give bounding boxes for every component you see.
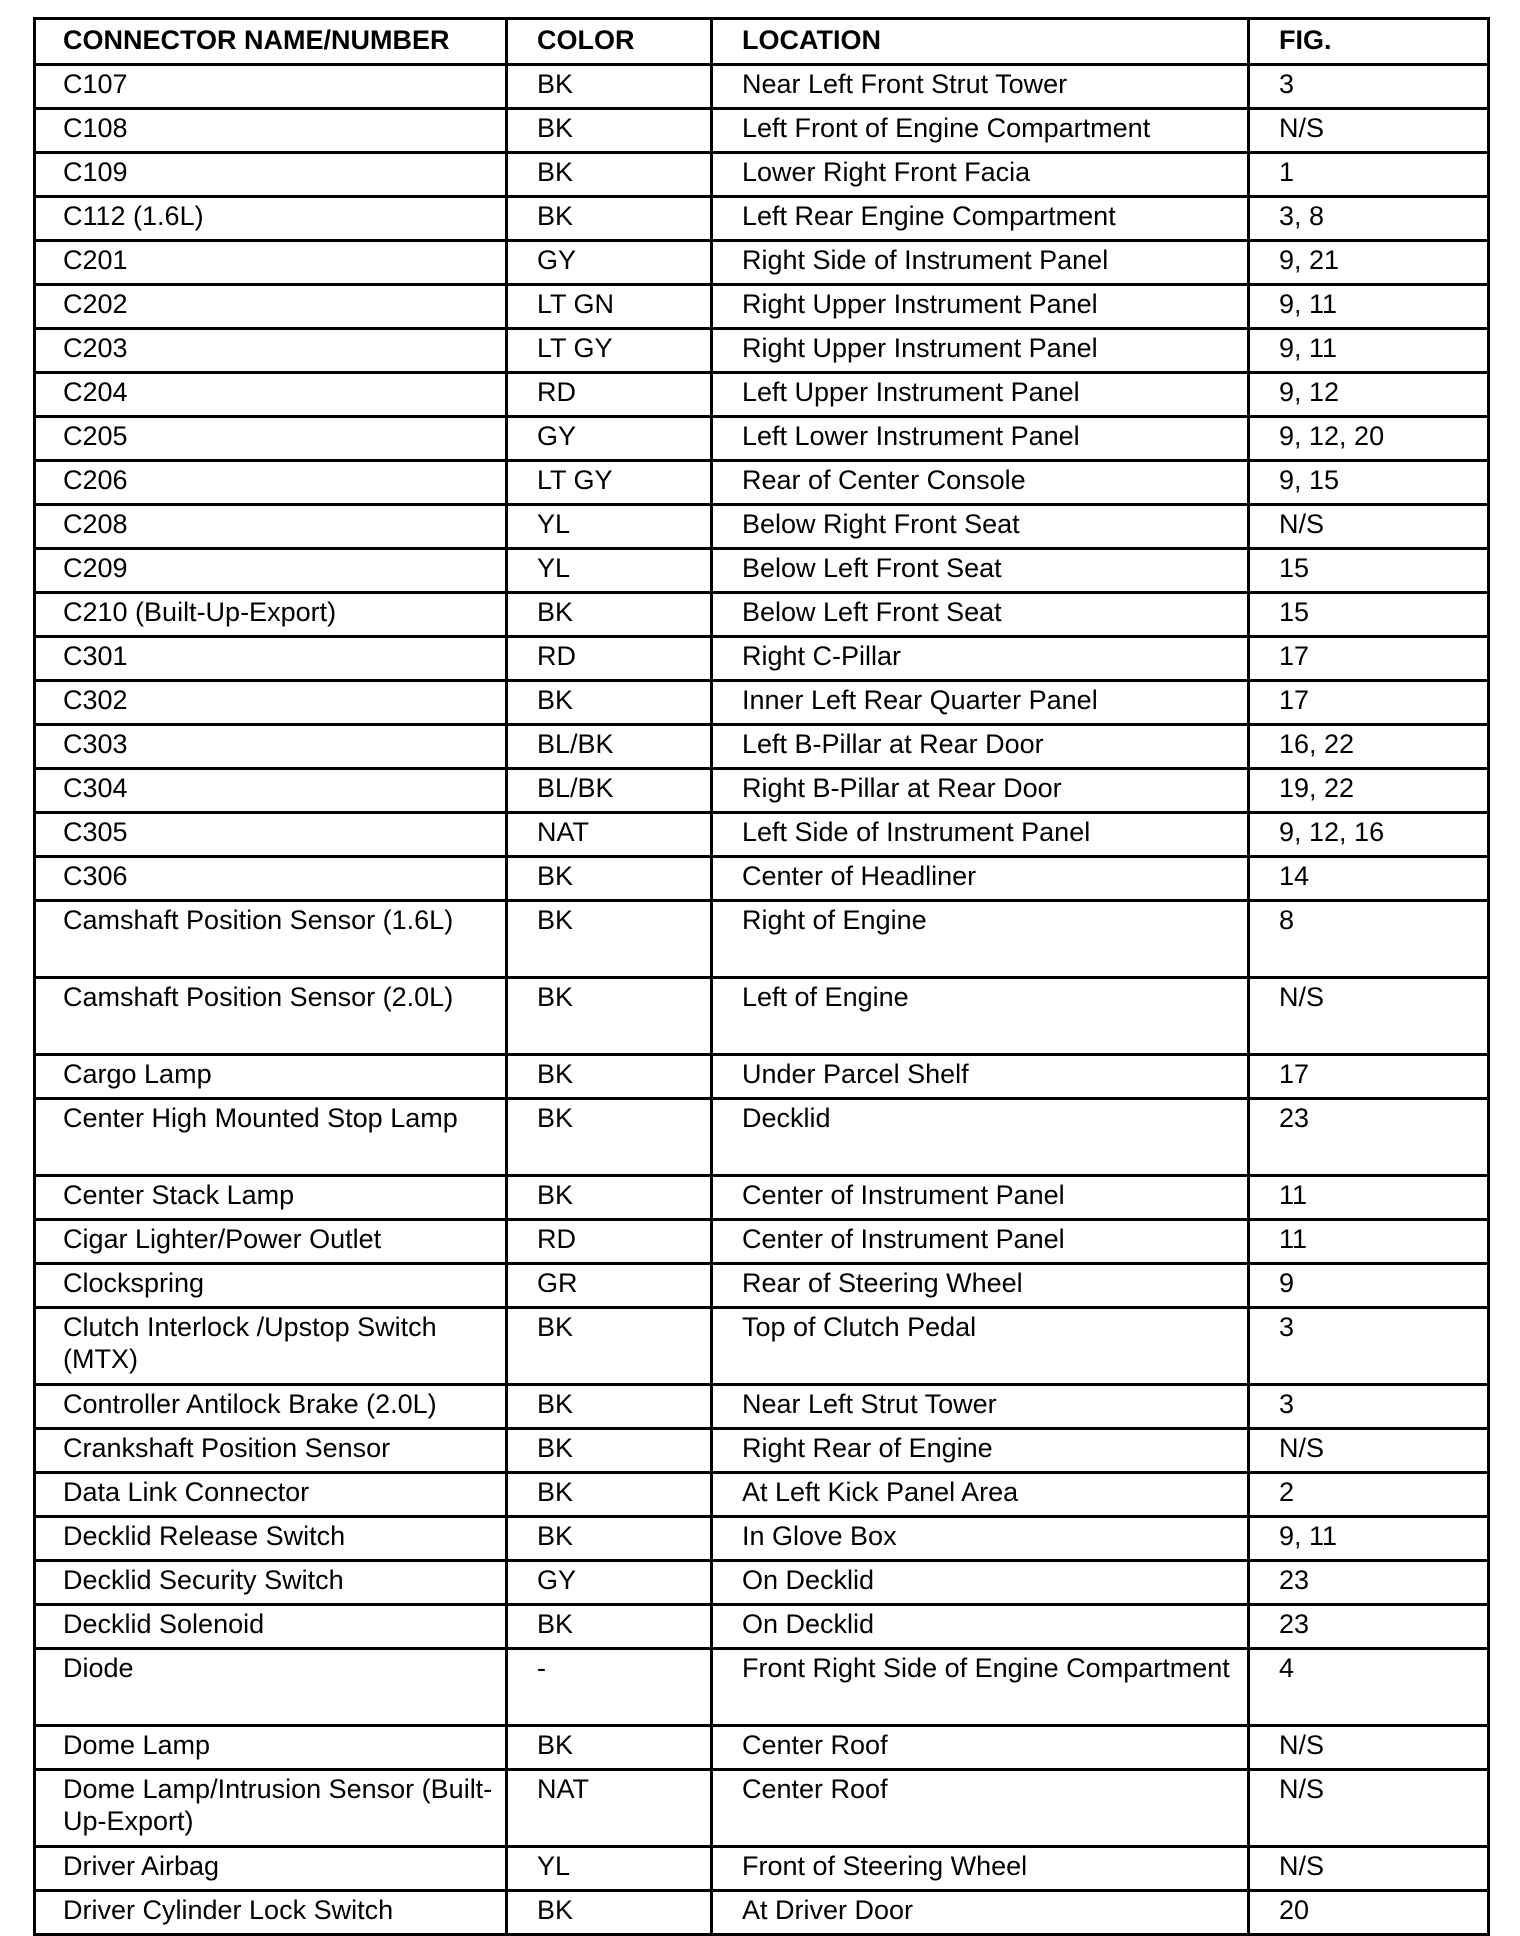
cell-connector-name: C112 (1.6L) (35, 197, 507, 241)
cell-color: NAT (507, 1770, 712, 1847)
cell-color: BL/BK (507, 725, 712, 769)
cell-fig: 9, 21 (1249, 241, 1489, 285)
cell-connector-name: C203 (35, 329, 507, 373)
cell-location: Decklid (712, 1099, 1249, 1176)
cell-fig: 9, 12, 20 (1249, 417, 1489, 461)
table-row (35, 725, 1489, 769)
cell-location: Right C-Pillar (712, 637, 1249, 681)
cell-location: Left Upper Instrument Panel (712, 373, 1249, 417)
cell-color: BK (507, 65, 712, 109)
cell-location: Rear of Steering Wheel (712, 1264, 1249, 1308)
cell-connector-name: C208 (35, 505, 507, 549)
cell-fig: N/S (1249, 1770, 1489, 1847)
cell-location: Top of Clutch Pedal (712, 1308, 1249, 1385)
cell-fig: 3 (1249, 1308, 1489, 1385)
cell-location: Left B-Pillar at Rear Door (712, 725, 1249, 769)
cell-color: RD (507, 373, 712, 417)
table-row (35, 1517, 1489, 1561)
table-row (35, 505, 1489, 549)
cell-color: BK (507, 1308, 712, 1385)
cell-color: BK (507, 1176, 712, 1220)
cell-connector-name: Controller Antilock Brake (2.0L) (35, 1385, 507, 1429)
cell-connector-name: Clutch Interlock /Upstop Switch (MTX) (35, 1308, 507, 1385)
table-header-row (35, 19, 1489, 65)
table-body (35, 65, 1489, 1935)
cell-fig: 17 (1249, 681, 1489, 725)
cell-location: Center of Headliner (712, 857, 1249, 901)
cell-color: BK (507, 1891, 712, 1935)
cell-color: BK (507, 1605, 712, 1649)
table-row (35, 1891, 1489, 1935)
table-row (35, 1385, 1489, 1429)
cell-color: RD (507, 1220, 712, 1264)
cell-connector-name: Decklid Security Switch (35, 1561, 507, 1605)
cell-connector-name: C201 (35, 241, 507, 285)
table-row (35, 153, 1489, 197)
cell-fig: 11 (1249, 1220, 1489, 1264)
cell-fig: 19, 22 (1249, 769, 1489, 813)
cell-connector-name: Data Link Connector (35, 1473, 507, 1517)
cell-connector-name: C304 (35, 769, 507, 813)
cell-location: Near Left Strut Tower (712, 1385, 1249, 1429)
cell-color: BK (507, 1385, 712, 1429)
cell-connector-name: C305 (35, 813, 507, 857)
cell-color: BK (507, 978, 712, 1055)
table-row (35, 1847, 1489, 1891)
cell-connector-name: Center High Mounted Stop Lamp (35, 1099, 507, 1176)
cell-fig: N/S (1249, 109, 1489, 153)
cell-location: Center Roof (712, 1770, 1249, 1847)
cell-connector-name: C303 (35, 725, 507, 769)
cell-connector-name: Driver Cylinder Lock Switch (35, 1891, 507, 1935)
cell-fig: 15 (1249, 549, 1489, 593)
cell-connector-name: Diode (35, 1649, 507, 1726)
table-row (35, 1429, 1489, 1473)
table-row (35, 769, 1489, 813)
cell-color: LT GY (507, 329, 712, 373)
cell-location: Left Lower Instrument Panel (712, 417, 1249, 461)
cell-fig: 17 (1249, 637, 1489, 681)
cell-location: Left of Engine (712, 978, 1249, 1055)
cell-connector-name: Decklid Release Switch (35, 1517, 507, 1561)
header-color: COLOR (507, 19, 712, 65)
cell-color: YL (507, 1847, 712, 1891)
cell-location: Right B-Pillar at Rear Door (712, 769, 1249, 813)
cell-connector-name: Cargo Lamp (35, 1055, 507, 1099)
cell-color: LT GY (507, 461, 712, 505)
cell-color: BK (507, 901, 712, 978)
cell-fig: N/S (1249, 1847, 1489, 1891)
cell-connector-name: Driver Airbag (35, 1847, 507, 1891)
cell-color: BK (507, 681, 712, 725)
table-row (35, 681, 1489, 725)
cell-fig: 9, 12 (1249, 373, 1489, 417)
table-row (35, 1649, 1489, 1726)
cell-color: GY (507, 417, 712, 461)
cell-connector-name: C204 (35, 373, 507, 417)
cell-connector-name: Crankshaft Position Sensor (35, 1429, 507, 1473)
cell-color: BL/BK (507, 769, 712, 813)
cell-location: Center of Instrument Panel (712, 1176, 1249, 1220)
cell-location: At Driver Door (712, 1891, 1249, 1935)
cell-connector-name: C306 (35, 857, 507, 901)
cell-color: BK (507, 1099, 712, 1176)
cell-location: Right Upper Instrument Panel (712, 285, 1249, 329)
cell-fig: 3 (1249, 65, 1489, 109)
cell-location: Left Side of Instrument Panel (712, 813, 1249, 857)
cell-location: Below Left Front Seat (712, 549, 1249, 593)
cell-color: GY (507, 241, 712, 285)
cell-connector-name: Dome Lamp (35, 1726, 507, 1770)
table-row (35, 329, 1489, 373)
cell-color: BK (507, 197, 712, 241)
cell-fig: N/S (1249, 1429, 1489, 1473)
header-connector-name: CONNECTOR NAME/NUMBER (35, 19, 507, 65)
cell-fig: 2 (1249, 1473, 1489, 1517)
cell-connector-name: Decklid Solenoid (35, 1605, 507, 1649)
cell-connector-name: Center Stack Lamp (35, 1176, 507, 1220)
table-row (35, 1099, 1489, 1176)
table-row (35, 241, 1489, 285)
table-row (35, 109, 1489, 153)
table-row (35, 65, 1489, 109)
cell-fig: 9, 12, 16 (1249, 813, 1489, 857)
table-row (35, 1220, 1489, 1264)
cell-color: BK (507, 593, 712, 637)
cell-connector-name: Cigar Lighter/Power Outlet (35, 1220, 507, 1264)
table-row (35, 857, 1489, 901)
cell-location: Below Right Front Seat (712, 505, 1249, 549)
cell-location: Right of Engine (712, 901, 1249, 978)
cell-fig: 9, 11 (1249, 1517, 1489, 1561)
cell-fig: 9 (1249, 1264, 1489, 1308)
table-row (35, 197, 1489, 241)
cell-color: YL (507, 549, 712, 593)
cell-location: In Glove Box (712, 1517, 1249, 1561)
cell-connector-name: C206 (35, 461, 507, 505)
cell-fig: 23 (1249, 1561, 1489, 1605)
table-row (35, 285, 1489, 329)
cell-fig: N/S (1249, 1726, 1489, 1770)
cell-color: NAT (507, 813, 712, 857)
cell-color: RD (507, 637, 712, 681)
cell-fig: 9, 11 (1249, 285, 1489, 329)
cell-location: Center Roof (712, 1726, 1249, 1770)
cell-location: On Decklid (712, 1561, 1249, 1605)
cell-color: BK (507, 1473, 712, 1517)
cell-location: At Left Kick Panel Area (712, 1473, 1249, 1517)
cell-location: Near Left Front Strut Tower (712, 65, 1249, 109)
cell-color: BK (507, 1429, 712, 1473)
cell-connector-name: C108 (35, 109, 507, 153)
cell-location: Right Upper Instrument Panel (712, 329, 1249, 373)
cell-fig: 20 (1249, 1891, 1489, 1935)
header-fig: FIG. (1249, 19, 1489, 65)
cell-location: Below Left Front Seat (712, 593, 1249, 637)
cell-location: Left Front of Engine Compartment (712, 109, 1249, 153)
cell-fig: N/S (1249, 978, 1489, 1055)
cell-color: GR (507, 1264, 712, 1308)
cell-location: Under Parcel Shelf (712, 1055, 1249, 1099)
cell-fig: 9, 15 (1249, 461, 1489, 505)
cell-fig: 23 (1249, 1605, 1489, 1649)
cell-location: Right Side of Instrument Panel (712, 241, 1249, 285)
table-row (35, 461, 1489, 505)
cell-connector-name: Camshaft Position Sensor (1.6L) (35, 901, 507, 978)
connector-location-table (33, 17, 1490, 1936)
cell-location: Left Rear Engine Compartment (712, 197, 1249, 241)
cell-location: Front Right Side of Engine Compartment (712, 1649, 1249, 1726)
cell-color: BK (507, 109, 712, 153)
table-row (35, 1055, 1489, 1099)
cell-connector-name: C109 (35, 153, 507, 197)
cell-location: Lower Right Front Facia (712, 153, 1249, 197)
cell-fig: 8 (1249, 901, 1489, 978)
cell-location: Right Rear of Engine (712, 1429, 1249, 1473)
cell-fig: 14 (1249, 857, 1489, 901)
cell-fig: 3, 8 (1249, 197, 1489, 241)
cell-location: On Decklid (712, 1605, 1249, 1649)
cell-fig: 4 (1249, 1649, 1489, 1726)
cell-color: - (507, 1649, 712, 1726)
table-row (35, 1473, 1489, 1517)
cell-connector-name: Camshaft Position Sensor (2.0L) (35, 978, 507, 1055)
cell-connector-name: C107 (35, 65, 507, 109)
table-row (35, 901, 1489, 978)
cell-connector-name: C210 (Built-Up-Export) (35, 593, 507, 637)
cell-connector-name: C302 (35, 681, 507, 725)
table-row (35, 1561, 1489, 1605)
cell-fig: 11 (1249, 1176, 1489, 1220)
table-row (35, 1726, 1489, 1770)
cell-fig: 17 (1249, 1055, 1489, 1099)
cell-location: Center of Instrument Panel (712, 1220, 1249, 1264)
cell-fig: 3 (1249, 1385, 1489, 1429)
cell-connector-name: C202 (35, 285, 507, 329)
cell-fig: 15 (1249, 593, 1489, 637)
cell-connector-name: C301 (35, 637, 507, 681)
cell-connector-name: C209 (35, 549, 507, 593)
table-row (35, 549, 1489, 593)
table-row (35, 637, 1489, 681)
table-row (35, 1308, 1489, 1385)
cell-connector-name: Clockspring (35, 1264, 507, 1308)
cell-fig: 9, 11 (1249, 329, 1489, 373)
cell-color: BK (507, 857, 712, 901)
table-row (35, 1605, 1489, 1649)
cell-location: Front of Steering Wheel (712, 1847, 1249, 1891)
cell-fig: 23 (1249, 1099, 1489, 1176)
cell-location: Inner Left Rear Quarter Panel (712, 681, 1249, 725)
header-location: LOCATION (712, 19, 1249, 65)
cell-color: BK (507, 1517, 712, 1561)
cell-fig: 16, 22 (1249, 725, 1489, 769)
table-row (35, 1264, 1489, 1308)
cell-color: BK (507, 153, 712, 197)
table-row (35, 1770, 1489, 1847)
cell-location: Rear of Center Console (712, 461, 1249, 505)
cell-color: BK (507, 1055, 712, 1099)
cell-connector-name: Dome Lamp/Intrusion Sensor (Built-Up-Export) (35, 1770, 507, 1847)
cell-connector-name: C205 (35, 417, 507, 461)
table-row (35, 417, 1489, 461)
cell-color: GY (507, 1561, 712, 1605)
cell-fig: 1 (1249, 153, 1489, 197)
cell-fig: N/S (1249, 505, 1489, 549)
table-row (35, 1176, 1489, 1220)
cell-color: BK (507, 1726, 712, 1770)
table-row (35, 593, 1489, 637)
table-row (35, 978, 1489, 1055)
table-row (35, 373, 1489, 417)
cell-color: YL (507, 505, 712, 549)
cell-color: LT GN (507, 285, 712, 329)
table-row (35, 813, 1489, 857)
